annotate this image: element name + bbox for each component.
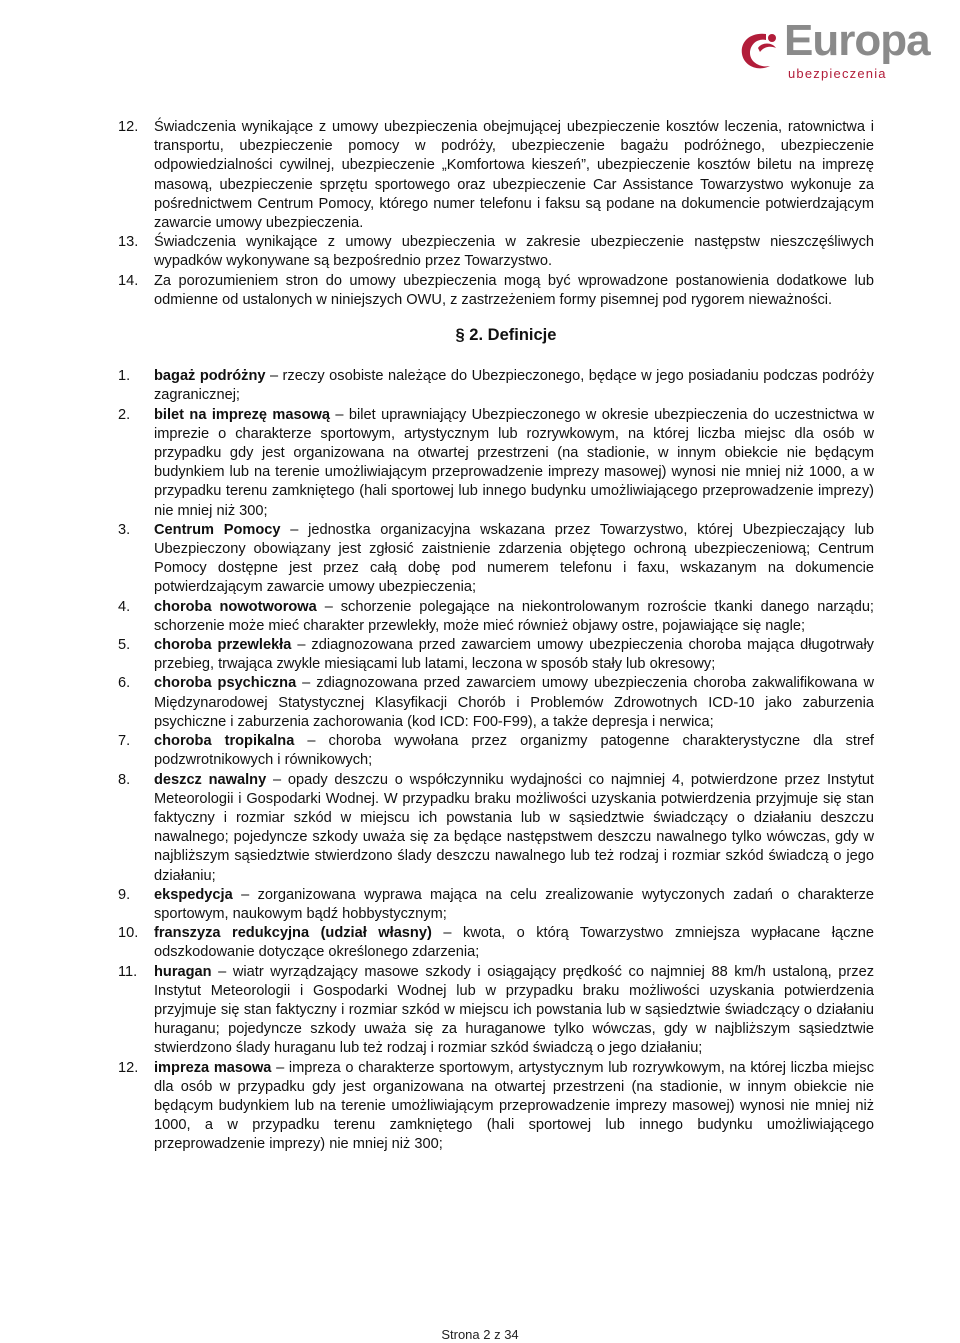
definition-text: – zdiagnozowana przed zawarciem umowy ubezpieczenia choroba mająca długotrwały przebieg, trwająca zwykle miesiącami lub latami, leczona w sposób stały lub okresowy;	[154, 637, 874, 673]
definition-number: 8.	[118, 771, 131, 788]
definition-item	[118, 636, 874, 674]
item-number: 14.	[118, 272, 139, 289]
definitions-list	[118, 367, 874, 1154]
document-body	[118, 118, 874, 1155]
item-number: 12.	[118, 119, 139, 135]
definition-text: – bilet uprawniający Ubezpieczonego w okresie ubezpieczenia do uczestnictwa w imprezie o charakterze sportowym, artystycznym lub rozrywkowym, na której liczba miejsc dla osób w przypadku gdy jest organizowana na otwartej przestrzeni (na stadionie, w innym obiekcie nie będącym budynkiem lub na terenie umożliwiającym przeprowadzenie imprezy masowej) wynosi nie mniej niż 1000, a w przypadku terenu zamkniętego (hali sportowej lub innego budynku umożliwiającego przeprowadzenie imprezy) nie mniej niż 300;	[154, 406, 874, 519]
definition-term: choroba tropikalna	[154, 733, 295, 750]
definition-number: 12.	[118, 1059, 139, 1076]
definition-text: – choroba wywołana przez organizmy patogenne charakterystyczne dla stref podzwrotnikowych i równikowych;	[154, 733, 874, 769]
definition-item	[118, 367, 874, 405]
definition-item	[118, 924, 874, 962]
item-text: Świadczenia wynikające z umowy ubezpieczenia w zakresie ubezpieczenie następstw nieszczęśliwych wypadków wykonywane są bezpośrednio przez Towarzystwo.	[154, 234, 874, 270]
definition-number: 7.	[118, 733, 131, 750]
logo-wordmark: Europa	[784, 16, 930, 65]
list-item	[118, 272, 874, 310]
definition-text: – zorganizowana wyprawa mająca na celu zrealizowanie wytyczonych zadań o charakterze sportowym, naukowym bądź hobbystycznym;	[154, 886, 874, 922]
definition-term: deszcz nawalny	[154, 771, 267, 788]
definition-number: 5.	[118, 637, 131, 654]
definition-item	[118, 771, 874, 886]
logo-subtitle: ubezpieczenia	[788, 66, 887, 81]
definition-body	[154, 771, 874, 886]
definition-body	[154, 886, 874, 924]
definition-number: 9.	[118, 886, 131, 903]
definition-body	[154, 367, 874, 405]
item-text: Za porozumieniem stron do umowy ubezpieczenia mogą być wprowadzone postanowienia dodatkowe lub odmienne od ustalonych w niniejszych OWU, z zastrzeżeniem formy pisemnej pod rygorem nieważności.	[154, 272, 874, 308]
definition-number: 2.	[118, 406, 131, 423]
definition-item	[118, 886, 874, 924]
definition-item	[118, 674, 874, 732]
definition-body	[154, 406, 874, 521]
definition-body	[154, 636, 874, 674]
definition-body	[154, 1059, 874, 1155]
section-heading: § 2. Definicje	[455, 326, 557, 345]
section-1-items	[118, 118, 874, 310]
definition-body	[154, 674, 874, 732]
definition-text: – opady deszczu o współczynniku wydajności co najmniej 4, potwierdzone przez Instytut Meteorologii i Gospodarki Wodnej. W przypadku braku możliwości uzyskania potwierdzenia przyjmuje się stan faktyczny i rozmiar szkód w miejscu ich powstania lub w sąsiedztwie świadczący o działaniu deszczu nawalnego; pojedyncze szkody uważa się za będące następstwem deszczu nawalnego tylko wówczas, gdy w najbliższym sąsiedztwie stwierdzono ślady deszczu nawalnego lub też rodzaj i rozmiar szkód świadczą o jego działaniu;	[154, 771, 874, 884]
definition-body	[154, 732, 874, 770]
definition-number: 6.	[118, 675, 131, 692]
definition-term: franszyza redukcyjna (udział własny)	[154, 925, 432, 942]
definition-term: choroba psychiczna	[154, 675, 297, 692]
definition-number: 3.	[118, 521, 131, 538]
definition-term: impreza masowa	[154, 1059, 272, 1076]
definition-text: – schorzenie polegające na niekontrolowanym rozroście tkanki danego narządu; schorzenie może mieć charakter przewlekły, może mieć również objawy ostre, pojawiające się nagle;	[154, 598, 874, 634]
definition-text: – zdiagnozowana przed zawarciem umowy ubezpieczenia choroba zakwalifikowana w Międzynarodowej Statystycznej Klasyfikacji Chorób i Problemów Zdrowotnych ICD-10 jako zaburzenia psychiczne i zaburzenia zachorowania (kod ICD: F00-F99), a także depresja i nerwica;	[154, 675, 874, 730]
definition-item	[118, 406, 874, 521]
definition-body	[154, 963, 874, 1059]
europa-logo-mark-icon	[736, 28, 782, 74]
definition-number: 4.	[118, 598, 131, 615]
definition-term: ekspedycja	[154, 886, 233, 903]
definition-body	[154, 598, 874, 636]
definition-text: – jednostka organizacyjna wskazana przez Towarzystwo, której Ubezpieczający lub Ubezpieczony obowiązany jest zgłosić zaistnienie zdarzenia objętego ochroną ubezpieczeniową; Centrum Pomocy dostępne jest przez całą dobę pod numerem telefonu i faxu, wskazanym na dokumencie potwierdzającym zawarcie umowy ubezpieczenia;	[154, 521, 875, 596]
definition-text: – rzeczy osobiste należące do Ubezpieczonego, będące w jego posiadaniu podczas podróży zagranicznej;	[154, 368, 874, 404]
definition-term: choroba przewlekła	[154, 637, 292, 654]
definition-number: 11.	[118, 963, 138, 980]
definition-term: Centrum Pomocy	[154, 521, 281, 538]
definition-term: huragan	[154, 963, 212, 980]
definition-number: 1.	[118, 368, 131, 385]
definition-text: – wiatr wyrządzający masowe szkody i osiągający prędkość co najmniej 88 km/h ustaloną, przez Instytut Meteorologii i Gospodarki Wodnej lub w przypadku braku możliwości uzyskania potwierdzenia przyjmuje się stan faktyczny i rozmiar szkód w miejscu ich powstania lub w sąsiedztwie świadczący o działaniu huraganu; pojedyncze szkody uważa się za huraganowe tylko wówczas, gdy w najbliższym sąsiedztwie stwierdzono ślady huraganu lub też rodzaj i rozmiar szkód świadczą o jego działaniu;	[154, 963, 874, 1057]
definition-item	[118, 732, 874, 770]
definition-body	[154, 521, 874, 598]
item-number: 13.	[118, 234, 139, 251]
definition-number: 10.	[118, 925, 139, 942]
definition-text: – impreza o charakterze sportowym, artystycznym lub rozrywkowym, na której liczba miejsc dla osób w przypadku gdy jest organizowana na otwartej przestrzeni (na stadionie, w innym obiekcie nie będącym budynkiem lub na terenie umożliwiającym przeprowadzenie imprezy masowej) wynosi nie mniej niż 1000, a w przypadku terenu zamkniętego (hali sportowej lub innego budynku umożliwiającego przeprowadzenie imprezy) nie mniej niż 300;	[154, 1059, 874, 1153]
definition-body	[154, 924, 874, 962]
definition-item	[118, 1059, 874, 1155]
europa-logo	[736, 16, 946, 84]
definition-item	[118, 521, 874, 598]
definition-item	[118, 598, 874, 636]
definition-text: – kwota, o którą Towarzystwo zmniejsza wypłacane łączne odszkodowanie dotyczące określonego zdarzenia;	[154, 925, 874, 961]
list-item	[118, 118, 874, 233]
page-footer: Strona 2 z 34	[441, 1327, 519, 1342]
list-item	[118, 233, 874, 271]
definition-term: choroba nowotworowa	[154, 598, 317, 615]
definition-item	[118, 963, 874, 1059]
definition-term: bilet na imprezę masową	[154, 406, 330, 423]
item-text: Świadczenia wynikające z umowy ubezpieczenia obejmującej ubezpieczenie kosztów leczenia, ratownictwa i transportu, ubezpieczenie pomocy w podróży, ubezpieczenie bagażu podróżnego, ubezpieczenie odpowiedzialności cywilnej, ubezpieczenie „Komfortowa kieszeń”, ubezpieczenie kosztów biletu na imprezę masową, ubezpieczenie sprzętu sportowego oraz ubezpieczenie Car Assistance Towarzystwo wykonuje za pośrednictwem Centrum Pomocy, którego numer telefonu i faksu są podane na dokumencie potwierdzającym zawarcie umowy ubezpieczenia.	[154, 119, 874, 232]
definition-term: bagaż podróżny	[154, 368, 266, 385]
